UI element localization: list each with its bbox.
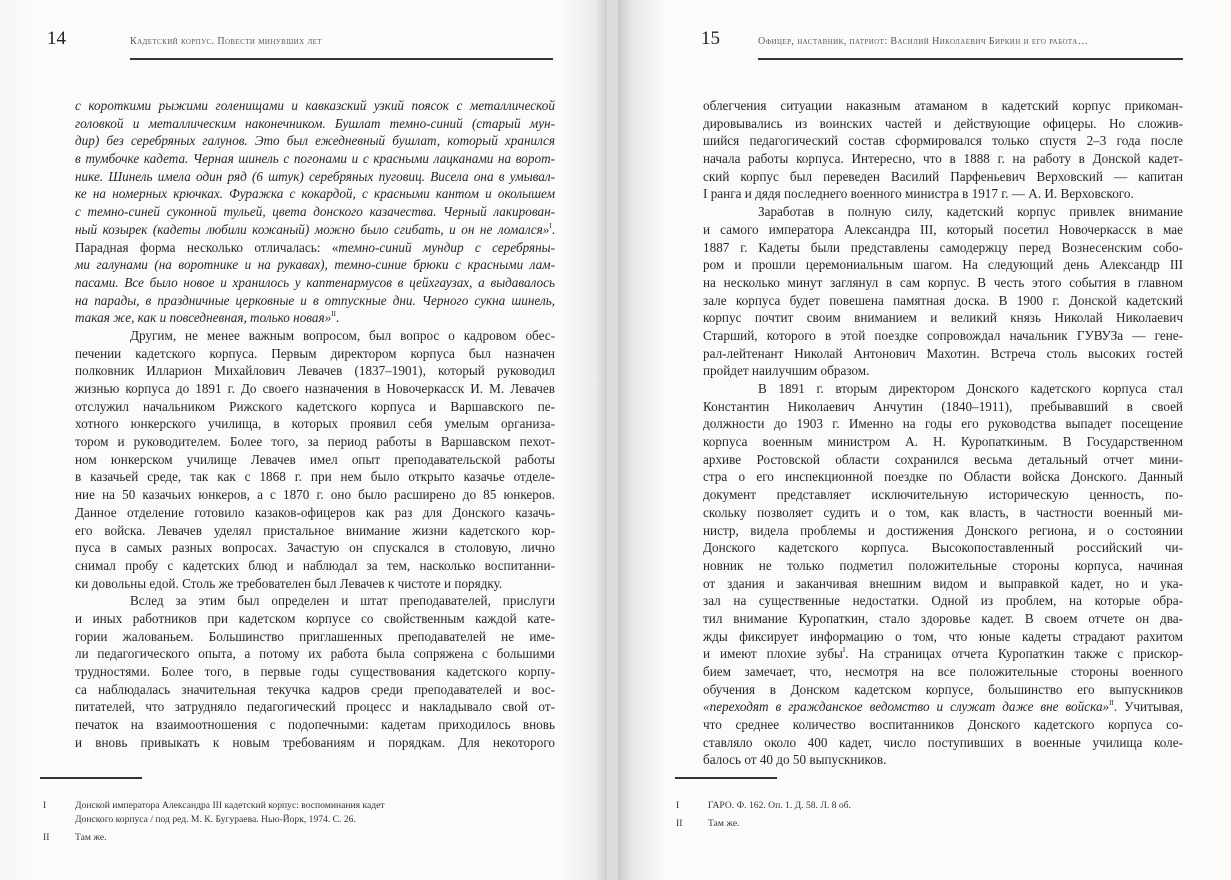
- text-line: [75, 575, 555, 593]
- footnote-rule: [675, 777, 777, 779]
- text-line: [75, 522, 555, 540]
- quote-text: темно-синий мундир с серебряны-: [338, 239, 555, 255]
- text-run: .: [335, 310, 340, 326]
- text-run: новник не только подметил положительные стороны корпуса, начиная: [703, 557, 1183, 573]
- text-run: бием замечает, что, несмотря на все положительные стороны военного: [703, 664, 1183, 679]
- text-run: начала работы корпуса. Интересно, что в 1888 г. на работу в Донской кадет-: [703, 151, 1183, 167]
- text-run: тором и руководителем. Более того, за период работы в Варшавском пехот-: [75, 434, 555, 450]
- quote-text: такая же, как и повседневная, только новая»: [75, 310, 332, 326]
- text-run: и вновь привыкать к новым требованиям и порядкам. Для некоторого: [75, 734, 555, 750]
- text-run: 1887 г. Кадеты были представлены самодержцу перед Вознесенским собо-: [703, 239, 1183, 255]
- footnote-ref: II: [1109, 699, 1114, 708]
- text-run: жизнью корпуса до 1891 г. До своего назначения в Новочеркасск И. М. Левачев: [75, 381, 555, 396]
- footnote-text: Там же.: [708, 818, 740, 829]
- text-line: [703, 327, 1183, 345]
- text-run: обучения в Донском кадетском корпусе, большинство его выпускников: [703, 681, 1183, 697]
- text-run: Константин Николаевич Анчутин (1840–1911), пребывавший в своей: [703, 398, 1183, 414]
- text-line: [75, 468, 555, 486]
- text-line: [75, 292, 555, 310]
- text-run: должности до 1903 г. Именно на годы его руководства выпадет посещение: [703, 416, 1183, 432]
- text-line: [703, 681, 1183, 699]
- text-line: [75, 610, 555, 628]
- text-line: [703, 132, 1183, 150]
- text-line: [75, 327, 555, 345]
- text-line: [703, 539, 1183, 557]
- quote-text: в тумбочке кадета. Черная шинель с погонами и с красными лацканами на ворот-: [75, 151, 555, 167]
- text-run: Донского кадетского корпуса. Высокопоставленный российский чи-: [703, 540, 1183, 556]
- text-run: печаток на взаимоотношения с подопечными: кадетам приходилось вновь: [75, 717, 555, 733]
- text-run: стра о его инспекционной поездке по Области войска Донского. Данный: [703, 469, 1183, 485]
- text-line: [75, 698, 555, 716]
- text-run: Заработав в полную силу, кадетский корпус привлек внимание: [758, 204, 1183, 220]
- text-line: [703, 415, 1183, 433]
- text-run: корпуса военным министром А. Н. Куропаткиным. В Государственном: [703, 434, 1183, 450]
- quote-text: на парады, в праздничные церковные и в отпускные дни. Черного сукна шинель,: [75, 292, 555, 308]
- footnote-mark: II: [43, 832, 50, 843]
- text-run: Другим, не менее важным вопросом, был вопрос о кадровом обес-: [130, 327, 555, 343]
- footnote-text: ГАРО. Ф. 162. Оп. 1. Д. 58. Л. 8 об.: [708, 800, 851, 811]
- text-run: дировывались из воинских частей и действующие офицеры. Но сложив-: [703, 115, 1183, 131]
- text-line: [75, 415, 555, 433]
- text-run: . На страницах отчета Куропаткин также с прискор-: [845, 646, 1183, 662]
- text-run: ки довольны едой. Столь же требователен был Левачев к чистоте и порядку.: [75, 575, 503, 591]
- text-line: [703, 345, 1183, 363]
- text-line: [703, 557, 1183, 575]
- text-line: [703, 663, 1183, 681]
- text-run: Вслед за этим был определен и штат преподавателей, прислуги: [130, 593, 555, 609]
- text-line: [75, 628, 555, 646]
- text-line: [703, 592, 1183, 610]
- text-run: печении кадетского корпуса. Первым директором корпуса был назначен: [75, 345, 555, 361]
- text-run: шийся педагогический состав сформировался только спустя 2–3 года после: [703, 133, 1183, 149]
- text-line: [75, 557, 555, 575]
- text-line: [703, 575, 1183, 593]
- text-line: [703, 433, 1183, 451]
- text-run: отслужил начальником Рижского кадетского корпуса и Варшавского пе-: [75, 398, 555, 414]
- running-head: Кадетский корпус. Повести минувших лет: [130, 36, 322, 47]
- footnote-text: Там же.: [75, 832, 107, 843]
- text-line: [703, 504, 1183, 522]
- text-line: [75, 150, 555, 168]
- text-line: [703, 256, 1183, 274]
- text-run: и имеют плохие зубы: [703, 646, 843, 662]
- text-line: [75, 451, 555, 469]
- text-run: трудностями. Более того, в первые годы существования кадетского корпу-: [75, 664, 555, 679]
- text-run: пуса в самых разных вопросах. Зачастую он спускался в столовую, лично: [75, 540, 555, 556]
- text-run: ние на 50 казачьих юнкеров, а с 1870 г. оно было расширено до 85 юнкеров.: [75, 487, 555, 503]
- left-page: [0, 0, 607, 880]
- text-run: полковник Илларион Михайлович Левачев (1837–1901), который руководил: [75, 363, 555, 379]
- text-line: [75, 115, 555, 133]
- text-run: Старший, которого в этой поездке сопровождал начальник ГУВУЗа — гене-: [703, 327, 1183, 343]
- text-run: скольку позволяет судить и о том, как власть, в частности военный ми-: [703, 504, 1183, 520]
- text-line: [703, 168, 1183, 186]
- text-line: [75, 256, 555, 274]
- text-line: [703, 362, 1183, 380]
- text-line: [75, 239, 555, 257]
- text-line: [75, 132, 555, 150]
- text-line: [75, 274, 555, 292]
- text-run: ли педагогического опыта, а потому их работа была сопряжена с большими: [75, 646, 555, 662]
- text-line: [75, 168, 555, 186]
- text-line: [703, 451, 1183, 469]
- text-line: [703, 751, 1183, 769]
- page-number: 15: [701, 28, 720, 49]
- footnote-mark: I: [43, 800, 47, 811]
- text-line: [703, 398, 1183, 416]
- text-line: [75, 592, 555, 610]
- quote-text: нике. Шинель имела один ряд (6 штук) серебряных пуговиц. Висела она в умывал-: [75, 168, 555, 184]
- text-run: в казачьей среде, так как с 1868 г. при нем было открыто казачье отделе-: [75, 469, 555, 485]
- text-line: [703, 628, 1183, 646]
- text-run: и иных работников при кадетском корпусе со свойственным каждой кате-: [75, 610, 555, 626]
- footnote-rule: [40, 777, 142, 779]
- text-run: Данное отделение готовило казаков-офицеров как раз для Донского казачь-: [75, 504, 555, 520]
- quote-text: с короткими рыжими голенищами и кавказский узкий поясок с металлической: [75, 98, 555, 113]
- text-run: питателей, что затрудняло педагогический процесс и накладывало свой от-: [75, 699, 555, 715]
- text-run: зале корпуса будет повешена памятная доска. В 1900 г. Донской кадетский: [703, 292, 1183, 308]
- text-line: [703, 150, 1183, 168]
- text-line: [75, 645, 555, 663]
- quote-text: головкой и металлическим наконечником. Бушлат темно-синий (старый мун-: [75, 115, 555, 131]
- text-run: . Учитывая,: [1113, 699, 1184, 715]
- text-line: [75, 716, 555, 734]
- text-run: .: [551, 221, 555, 237]
- quote-text: ный козырек (кадеты любили кожаный) можно было сгибать, и он не ломался»: [75, 221, 550, 237]
- footnote-ref: I: [549, 221, 552, 230]
- text-run: документ представляет исключительную историческую ценность, по-: [703, 487, 1183, 503]
- text-line: [703, 698, 1183, 716]
- quote-text: ми галунами (на воротнике и на рукавах), темно-синие брюки с красными лам-: [75, 257, 555, 273]
- text-line: [703, 522, 1183, 540]
- right-page: [618, 0, 1231, 880]
- text-line: [75, 486, 555, 504]
- text-run: ставляло около 400 кадет, число поступивших в военные училища коле-: [703, 734, 1183, 750]
- text-line: [75, 433, 555, 451]
- text-run: ром и прошли церемониальным шагом. На следующий день Александр III: [703, 257, 1183, 273]
- footnote-ref: II: [331, 310, 336, 319]
- text-run: его войска. Левачев уделял пристальное внимание жизни кадетского кор-: [75, 522, 555, 538]
- text-line: [703, 734, 1183, 752]
- text-run: гории жалованьем. Большинство приглашенных преподавателей не име-: [75, 628, 555, 644]
- text-line: [75, 380, 555, 398]
- text-line: [75, 734, 555, 752]
- quote-text: с темно-синей суконной тульей, цвета донского казачества. Черный лакирован-: [75, 204, 555, 220]
- text-line: [75, 185, 555, 203]
- text-run: балось от 40 до 50 выпускников.: [703, 752, 887, 768]
- text-line: [703, 185, 1183, 203]
- text-line: [75, 362, 555, 380]
- quote-text: пасами. Все было новое и хранилось у каптенармусов в цейхгаузах, а выдавалось: [75, 274, 555, 290]
- text-run: хотного юнкерского училища, в которых проявил себя умелым организа-: [75, 416, 555, 432]
- text-line: [703, 274, 1183, 292]
- text-run: на несколько минут заглянул в сам корпус. В честь этого события в главном: [703, 274, 1183, 290]
- text-line: [703, 203, 1183, 221]
- footnote-mark: I: [676, 800, 680, 811]
- text-line: [703, 610, 1183, 628]
- text-line: [75, 345, 555, 363]
- footnote-ref: I: [842, 646, 846, 655]
- text-line: [75, 398, 555, 416]
- quote-text: «переходят в гражданское ведомство и служат даже вне войска»: [703, 699, 1110, 715]
- text-line: [703, 97, 1183, 115]
- text-line: [75, 539, 555, 557]
- text-run: от здания и заканчивая внешним видом и выправкой кадет, но и ука-: [703, 575, 1183, 591]
- text-run: ном юнкерском училище Левачев имел опыт преподавательской работы: [75, 451, 555, 467]
- text-run: пройдет наилучшим образом.: [703, 363, 870, 379]
- header-rule: [758, 58, 1183, 60]
- text-line: [703, 309, 1183, 327]
- running-head: Офицер, наставник, патриот: Василий Николаевич Биркин и его работа…: [758, 36, 1089, 47]
- text-line: [703, 645, 1183, 663]
- text-line: [703, 221, 1183, 239]
- text-line: [75, 504, 555, 522]
- text-run: В 1891 г. вторым директором Донского кадетского корпуса стал: [758, 381, 1183, 396]
- text-run: жды фиксирует информацию о том, что юные кадеты страдают рахитом: [703, 628, 1183, 644]
- text-line: [75, 221, 555, 239]
- text-line: [75, 663, 555, 681]
- footnote-text: Донского корпуса / под ред. М. К. Бугураева. Нью-Йорк, 1974. С. 26.: [75, 814, 356, 825]
- header-rule: [130, 58, 553, 60]
- text-run: рал-лейтенант Николай Антонович Махотин. Встреча столь высоких гостей: [703, 345, 1183, 361]
- text-line: [703, 115, 1183, 133]
- text-run: корпус почтит своим вниманием и великий князь Николай Николаевич: [703, 310, 1183, 326]
- text-run: I ранга и дядя последнего военного министра в 1917 г. — А. И. Верховского.: [703, 186, 1134, 202]
- text-line: [75, 681, 555, 699]
- text-line: [75, 203, 555, 221]
- text-line: [703, 239, 1183, 257]
- text-line: [703, 716, 1183, 734]
- text-run: Парадная форма несколько отличалась: «: [75, 239, 339, 255]
- text-line: [703, 468, 1183, 486]
- text-run: облегчения ситуации наказным атаманом в кадетский корпус прикоман-: [703, 98, 1183, 113]
- body-text: [75, 97, 555, 751]
- footnote-text: Донской императора Александра III кадетский корпус: воспоминания кадет: [75, 800, 385, 811]
- footnote-mark: II: [676, 818, 683, 829]
- text-run: ский корпус был переведен Василий Парфеньевич Верховский — капитан: [703, 168, 1183, 184]
- text-run: снимал пробу с кадетских блюд и наблюдал за тем, насколько воспитанни-: [75, 557, 555, 573]
- text-run: зал на существенные недостатки. Одной из проблем, на которые обра-: [703, 593, 1183, 609]
- text-line: [75, 309, 555, 327]
- text-run: и самого императора Александра III, который посетил Новочеркасск в мае: [703, 221, 1183, 237]
- text-run: что среднее количество воспитанников Донского кадетского корпуса со-: [703, 717, 1183, 733]
- quote-text: дир) без серебряных галунов. Это был ежедневный бушлат, который хранился: [75, 133, 555, 149]
- quote-text: ке на номерных крючках. Фуражка с кокардой, с красными кантом и околышем: [75, 186, 555, 202]
- body-text: [703, 97, 1183, 769]
- text-line: [703, 292, 1183, 310]
- text-line: [75, 97, 555, 115]
- page-number: 14: [47, 28, 66, 49]
- text-run: архиве Ростовской области сохранился весьма детальный отчет мини-: [703, 451, 1183, 467]
- text-run: тил внимание Куропаткин, стало здоровье кадет. В своем отчете он два-: [703, 610, 1183, 626]
- text-line: [703, 380, 1183, 398]
- text-run: са наблюдалась значительная текучка кадров среди преподавателей и вос-: [75, 681, 555, 697]
- text-run: нистр, видела проблемы и достижения Донского региона, и о состоянии: [703, 522, 1183, 538]
- text-line: [703, 486, 1183, 504]
